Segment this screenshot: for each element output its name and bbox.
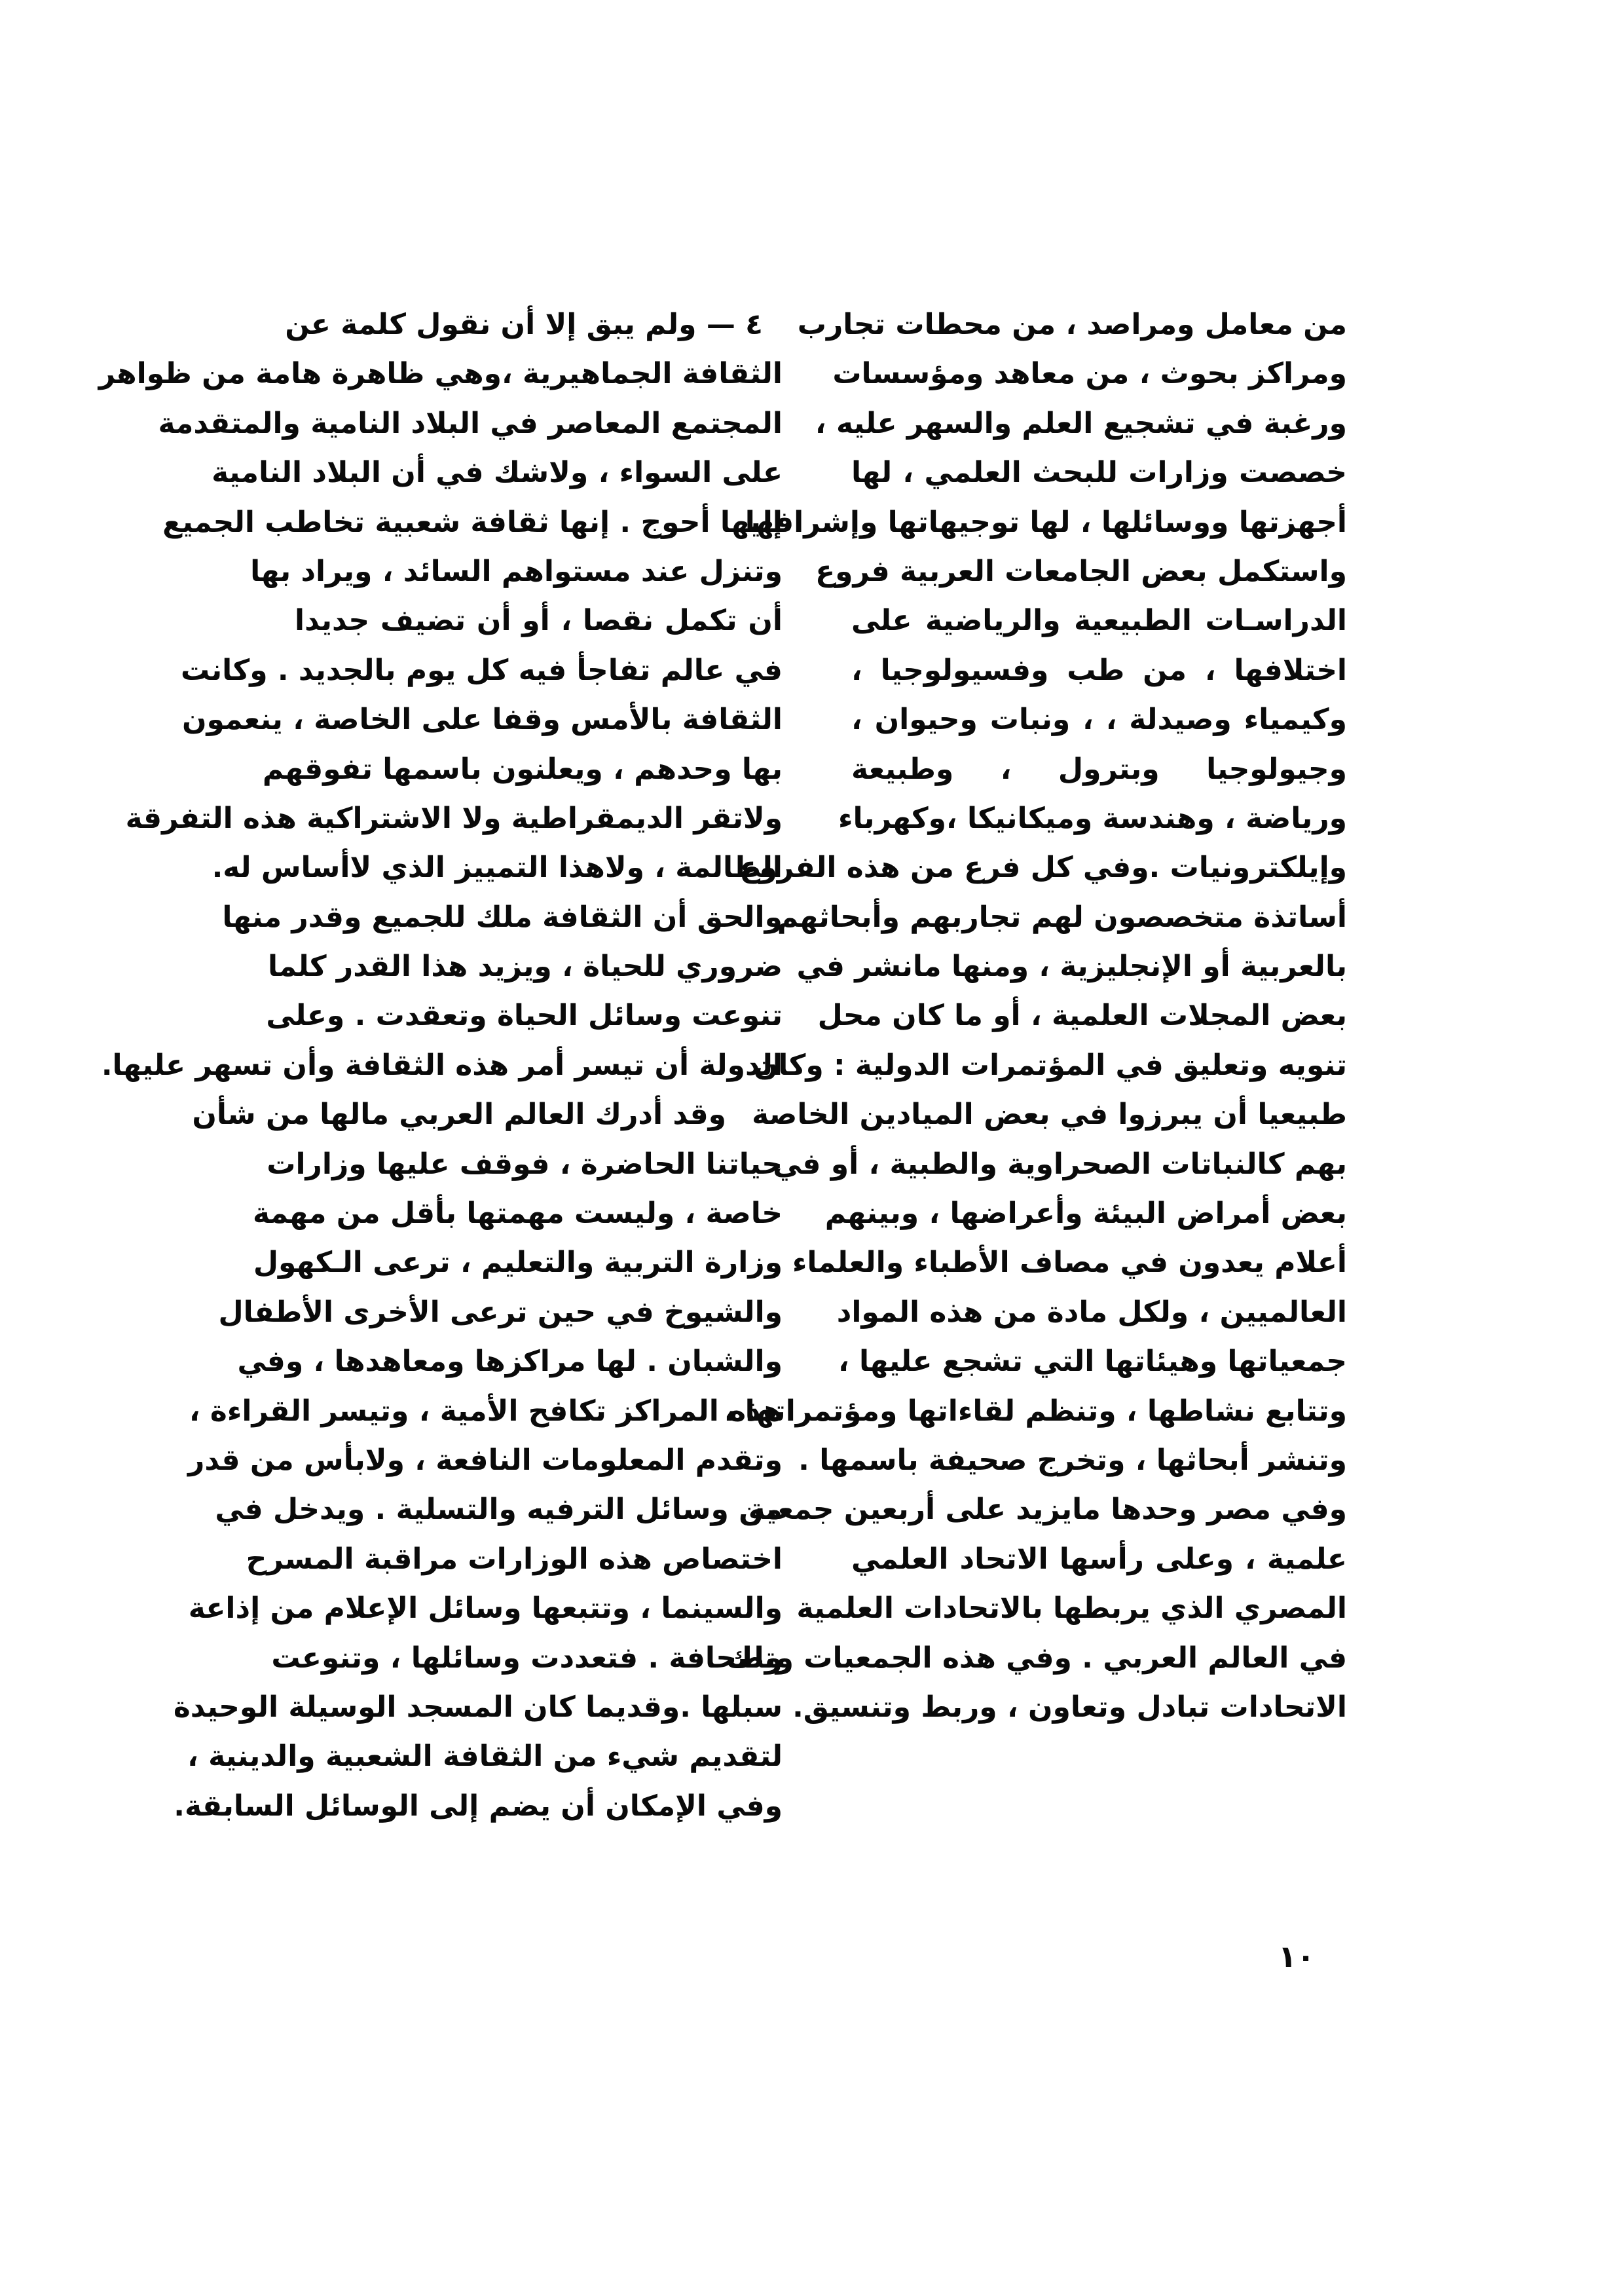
text-line: وإيلكترونيات .وفي كل فرع من هذه الفروع: [739, 851, 1347, 885]
text-column-right: [724, 300, 1347, 1732]
text-line: بهم كالنباتات الصحراوية والطبية ، أو في: [773, 1147, 1347, 1181]
text-line: وزارة التربية والتعليم ، ترعى الـكهول: [253, 1246, 783, 1280]
text-line: بعض أمراض البيئة وأعراضها ، وبينهم: [824, 1197, 1347, 1231]
text-line: الدراسـات الطبيعية والرياضية على: [851, 604, 1347, 638]
text-line: بعض المجلات العلمية ، أو ما كان محل: [817, 999, 1347, 1033]
text-column-left: [98, 300, 783, 1831]
text-line: وتقدم المعلومات النافعة ، ولابأس من قدر: [188, 1443, 783, 1477]
text-line: وتتابع نشاطها ، وتنظم لقاءاتها ومؤتمراتها ،: [724, 1394, 1347, 1428]
text-line: ورغبة في تشجيع العلم والسهر عليه ،: [815, 406, 1347, 440]
text-line: إليها أحوج . إنها ثقافة شعبية تخاطب الجميع: [162, 505, 783, 539]
text-line: الدولة أن تيسر أمر هذه الثقافة وأن تسهر عليها.: [101, 1048, 783, 1082]
text-line: اختصاص هذه الوزارات مراقبة المسرح: [246, 1542, 783, 1576]
text-line: العالميين ، ولكل مادة من هذه المواد: [836, 1295, 1347, 1329]
text-line: من معامل ومراصد ، من محطات تجارب: [797, 308, 1347, 341]
text-line: أن تكمل نقصا ، أو أن تضيف جديدا: [295, 604, 783, 638]
text-line: والسينما ، وتتبعها وسائل الإعلام من إذاعة: [188, 1592, 783, 1626]
text-line: حياتنا الحاضرة ، فوقف عليها وزارات: [267, 1147, 783, 1181]
text-line: في العالم العربي . وفي هذه الجمعيات وتلك: [726, 1641, 1347, 1675]
text-line: الثقافة بالأمس وقفا على الخاصة ، ينعمون: [182, 703, 783, 737]
text-line: أجهزتها ووسائلها ، لها توجيهاتها وإشرافها: [745, 505, 1347, 539]
page-number: ١٠: [1278, 1939, 1316, 1974]
text-line: المصري الذي يربطها بالاتحادات العلمية: [796, 1592, 1347, 1626]
text-line: تنويه وتعليق في المؤتمرات الدولية : وكان: [753, 1048, 1347, 1082]
text-line: وفي مصر وحدها مايزيد على أربعين جمعية: [748, 1493, 1347, 1527]
text-line: ورياضة ، وهندسة وميكانيكا ،وكهرباء: [838, 801, 1347, 835]
text-line: على السواء ، ولاشك في أن البلاد النامية: [212, 456, 783, 490]
text-line: الثقافة الجماهيرية ،وهي ظاهرة هامة من ظواهر: [98, 357, 783, 391]
text-line: وقد أدرك العالم العربي مالها من شأن: [192, 1098, 726, 1132]
text-line: خاصة ، وليست مهمتها بأقل من مهمة: [253, 1197, 783, 1231]
text-line: في عالم تفاجأ فيه كل يوم بالجديد . وكانت: [181, 653, 783, 687]
text-line: والحق أن الثقافة ملك للجميع وقدر منها: [222, 900, 783, 934]
text-line: ومراكز بحوث ، من معاهد ومؤسسات: [832, 357, 1347, 391]
text-line: المجتمع المعاصر في البلاد النامية والمتقدمة: [158, 406, 783, 440]
text-line: سبلها .وقديما كان المسجد الوسيلة الوحيدة: [173, 1690, 783, 1724]
text-line: جمعياتها وهيئاتها التي تشجع عليها ،: [838, 1345, 1347, 1379]
text-line: ضروري للحياة ، ويزيد هذا القدر كلما: [268, 950, 783, 984]
text-line: وتنشر أبحاثها ، وتخرج صحيفة باسمها .: [798, 1443, 1347, 1477]
text-line: الاتحادات تبادل وتعاون ، وربط وتنسيق.: [792, 1690, 1347, 1724]
text-line: علمية ، وعلى رأسها الاتحاد العلمي: [851, 1542, 1347, 1576]
text-line: أعلام يعدون في مصاف الأطباء والعلماء: [792, 1246, 1347, 1280]
text-line: من وسائل الترفيه والتسلية . ويدخل في: [215, 1493, 783, 1527]
text-line: والشبان . لها مراكزها ومعاهدها ، وفي: [237, 1345, 783, 1379]
text-line: الظالمة ، ولاهذا التمييز الذي لاأساس له.: [212, 851, 783, 885]
text-line: بالعربية أو الإنجليزية ، ومنها مانشر في: [796, 950, 1347, 984]
text-line: وفي الإمكان أن يضم إلى الوسائل السابقة.: [174, 1789, 783, 1823]
text-line: ولاتقر الديمقراطية ولا الاشتراكية هذه التفرقة: [125, 801, 783, 835]
text-line: أساتذة متخصصون لهم تجاربهم وأبحاثهم: [777, 900, 1347, 934]
text-line: تنوعت وسائل الحياة وتعقدت . وعلى: [266, 999, 783, 1033]
text-line: هذه المراكز تكافح الأمية ، وتيسر القراءة ،: [189, 1394, 783, 1428]
text-line: بها وحدهم ، ويعلنون باسمها تفوقهم: [262, 752, 783, 786]
text-line: اختلافها ، من طب وفسيولوجيا ،: [851, 653, 1347, 687]
text-line: لتقديم شيء من الثقافة الشعبية والدينية ،: [187, 1740, 783, 1774]
text-line: طبيعيا أن يبرزوا في بعض الميادين الخاصة: [752, 1098, 1347, 1132]
text-line: واستكمل بعض الجامعات العربية فروع: [815, 554, 1347, 588]
text-line: ٤ — ولم يبق إلا أن نقول كلمة عن: [285, 308, 763, 341]
text-line: وجيولوجيا وبترول ، وطبيعة: [851, 752, 1347, 786]
text-line: خصصت وزارات للبحث العلمي ، لها: [851, 456, 1347, 490]
text-line: والشيوخ في حين ترعى الأخرى الأطفال: [218, 1295, 783, 1329]
text-line: وكيمياء وصيدلة ، ، ونبات وحيوان ،: [851, 703, 1347, 737]
text-line: وتنزل عند مستواهم السائد ، ويراد بها: [250, 554, 783, 588]
text-line: وصحافة . فتعددت وسائلها ، وتنوعت: [271, 1641, 783, 1675]
